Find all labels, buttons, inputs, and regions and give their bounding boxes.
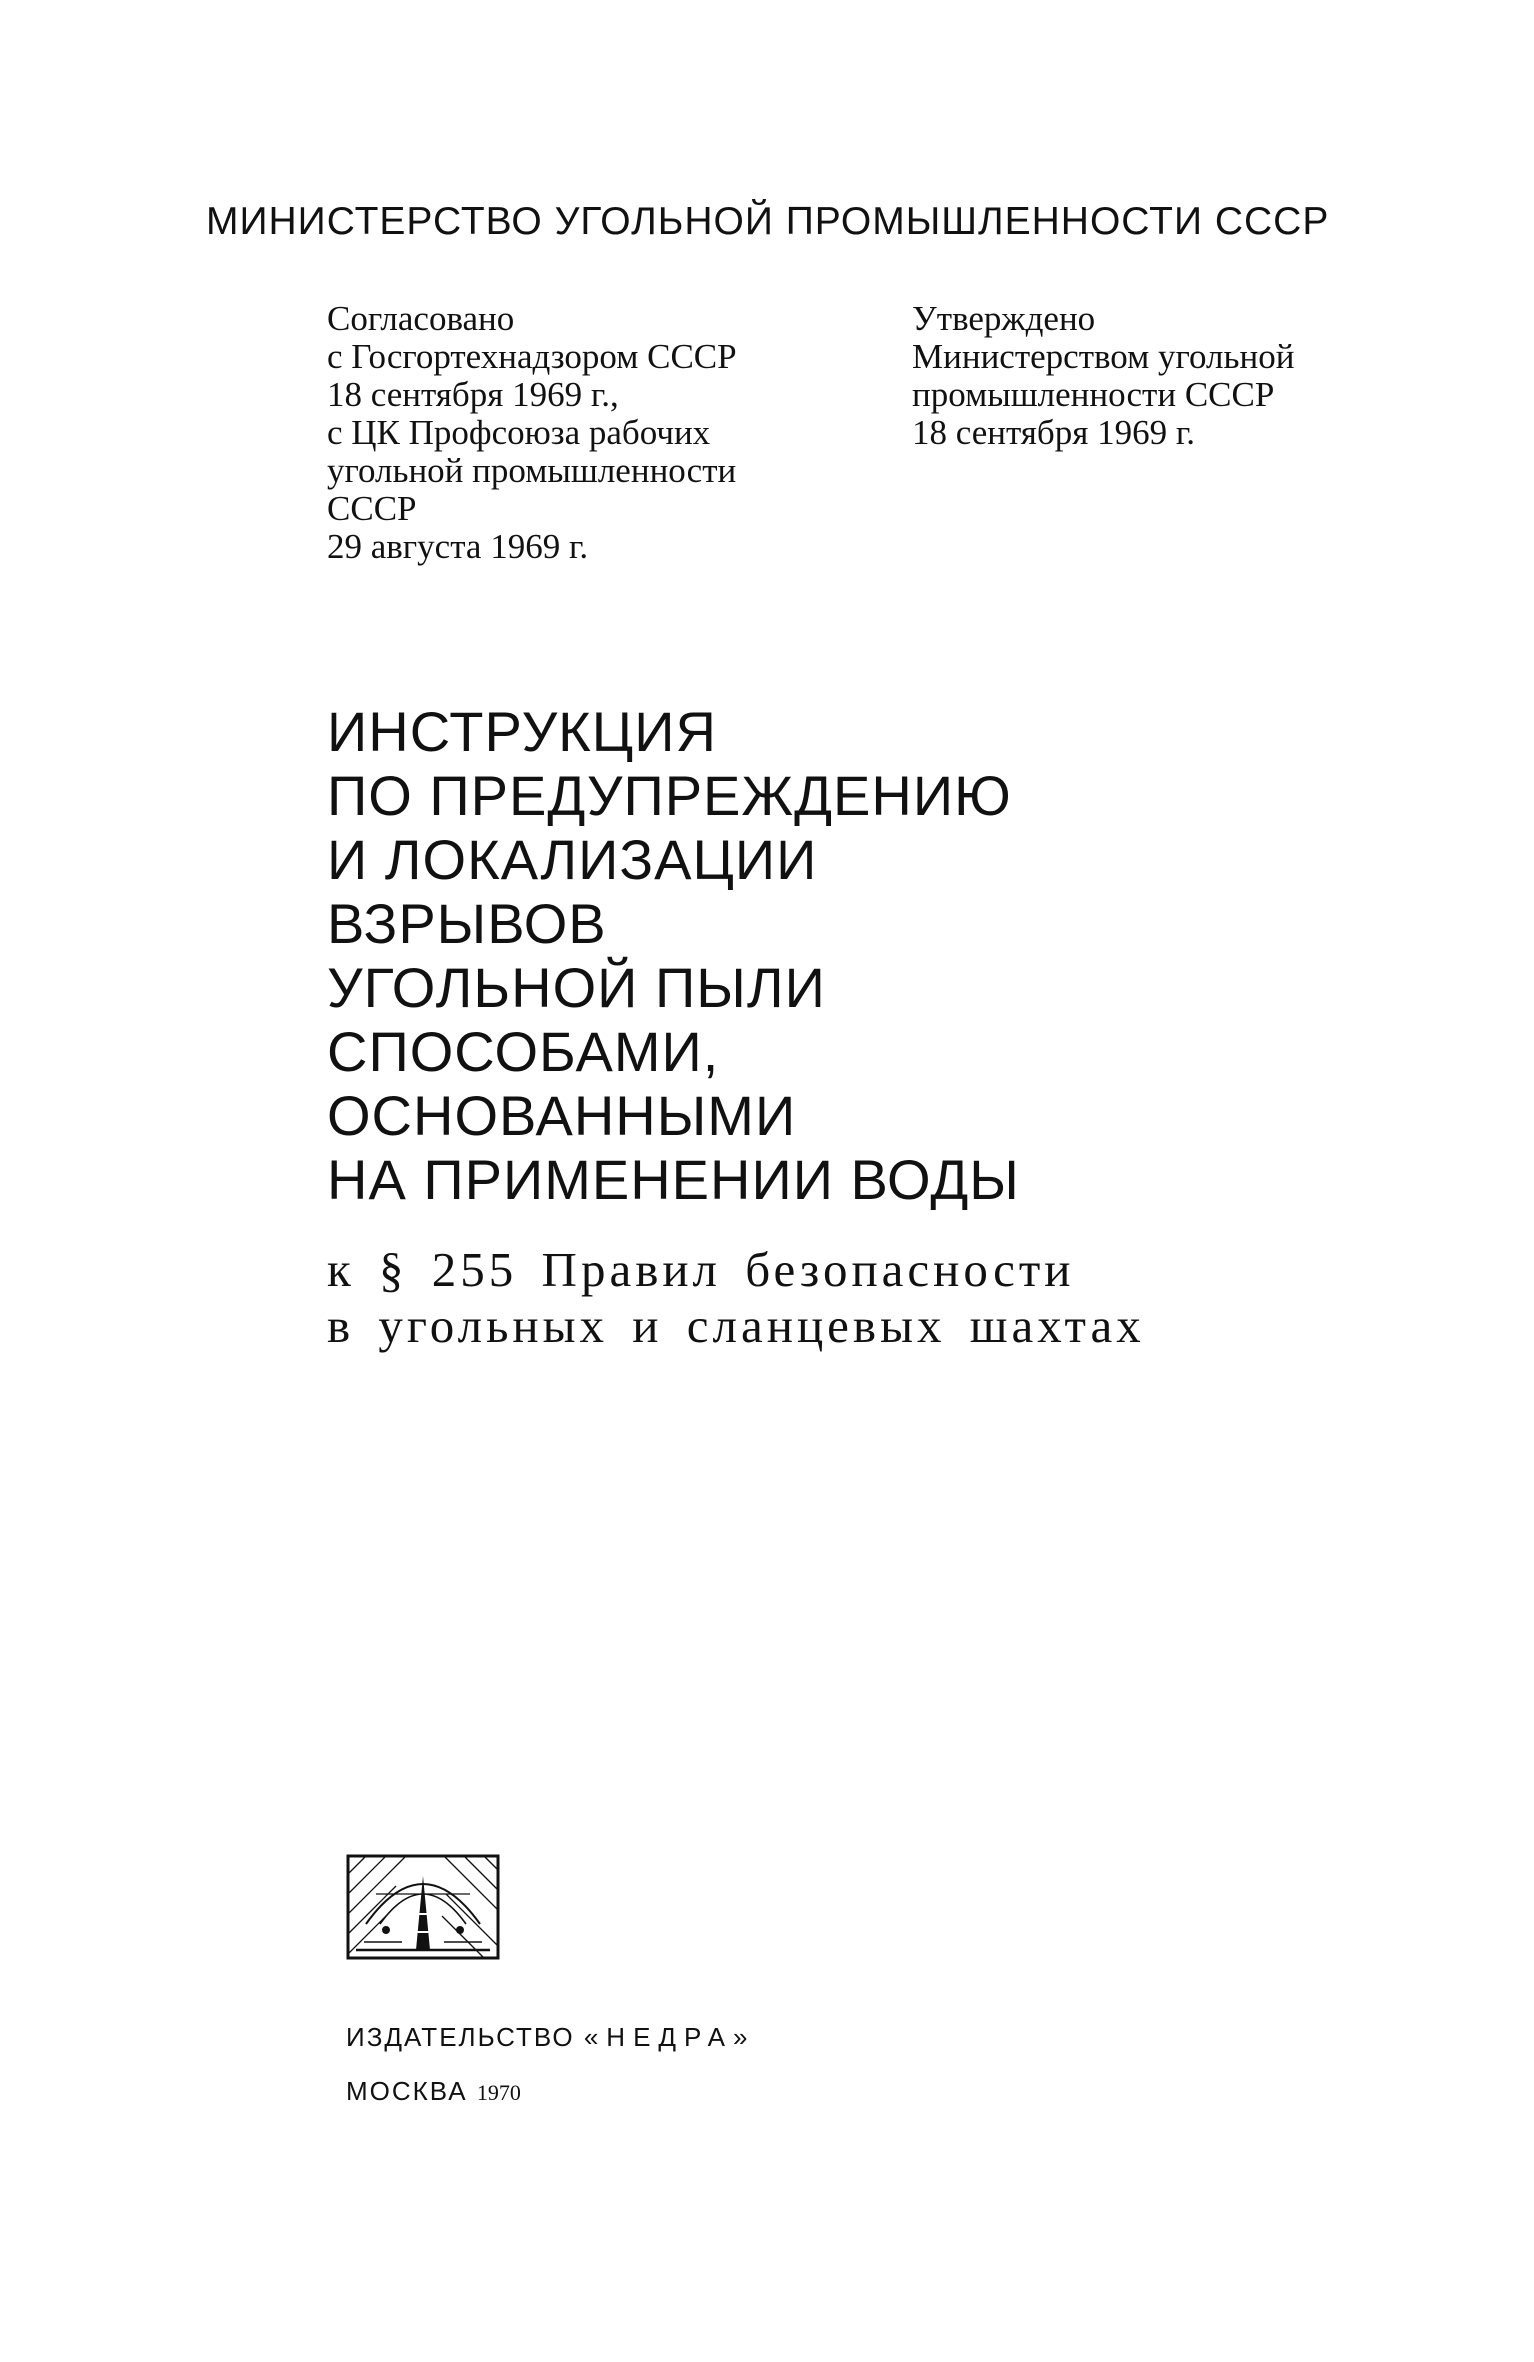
publisher-name: «НЕДРА» — [583, 2022, 756, 2052]
agreed-line: СССР — [327, 489, 417, 528]
title-line: ПО ПРЕДУПРЕЖДЕНИЮ — [327, 764, 1012, 827]
agreed-block — [327, 300, 737, 566]
reference-line: к § 255 Правил безопасности — [327, 1242, 1075, 1297]
approved-line: промышленности СССР — [912, 375, 1275, 414]
approved-line: Министерством угольной — [912, 337, 1295, 376]
title-line: ОСНОВАННЫМИ — [327, 1084, 797, 1147]
title-line: И ЛОКАЛИЗАЦИИ — [327, 828, 818, 891]
title-line: НА ПРИМЕНЕНИИ ВОДЫ — [327, 1148, 1020, 1211]
title-line: СПОСОБАМИ, — [327, 1020, 720, 1083]
agreed-line: с Госгортехнадзором СССР — [327, 337, 737, 376]
imprint-line — [346, 2076, 521, 2107]
publisher-city: МОСКВА — [346, 2076, 468, 2106]
approved-block — [912, 300, 1294, 452]
rules-reference — [327, 1242, 1145, 1354]
title-line: УГОЛЬНОЙ ПЫЛИ — [327, 956, 826, 1019]
agreed-line: Согласовано — [327, 299, 515, 338]
title-line: ВЗРЫВОВ — [327, 892, 607, 955]
approved-line: 18 сентября 1969 г. — [912, 413, 1195, 452]
title-line: ИНСТРУКЦИЯ — [327, 700, 717, 763]
document-title — [327, 700, 1020, 1212]
ministry-heading: МИНИСТЕРСТВО УГОЛЬНОЙ ПРОМЫШЛЕННОСТИ СССР — [206, 200, 1330, 243]
agreed-line: 18 сентября 1969 г., — [327, 375, 619, 414]
nedra-publisher-emblem-icon — [346, 1854, 500, 1964]
reference-line: в угольных и сланцевых шахтах — [327, 1298, 1145, 1353]
publisher-label: ИЗДАТЕЛЬСТВО — [346, 2022, 575, 2052]
agreed-line: с ЦК Профсоюза рабочих — [327, 413, 711, 452]
approved-line: Утверждено — [912, 299, 1096, 338]
agreed-line: угольной промышленности — [327, 451, 737, 490]
publisher-line — [346, 2022, 755, 2053]
publication-year: 1970 — [476, 2080, 521, 2105]
agreed-line: 29 августа 1969 г. — [327, 527, 589, 566]
